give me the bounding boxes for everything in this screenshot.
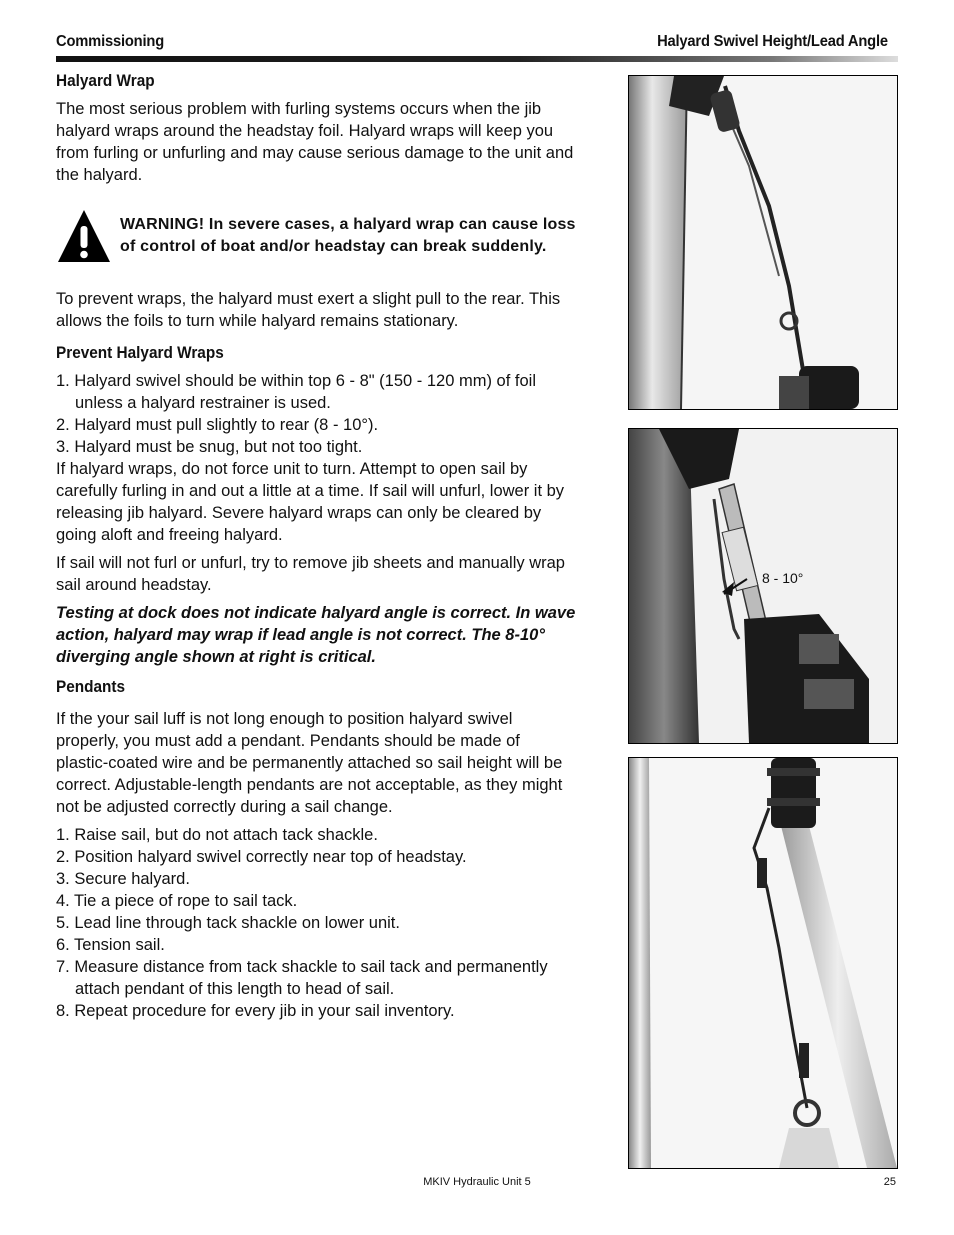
list-item: 2. Halyard must pull slightly to rear (8 - 10°). [56, 416, 379, 434]
list-item: 1. Halyard swivel should be within top 6 - 8" (150 - 120 mm) of foil unless a halyard restrainer is used. [56, 372, 536, 412]
warning-box [56, 214, 576, 264]
section-title: Commissioning [56, 33, 165, 50]
list-item: 5. Lead line through tack shackle on lower unit. [56, 914, 400, 932]
page-topic-title: Halyard Swivel Height/Lead Angle [657, 33, 888, 50]
photo-halyard-swivel-top [628, 75, 898, 410]
list-item: 2. Position halyard swivel correctly near top of headstay. [56, 848, 467, 866]
list-item: 7. Measure distance from tack shackle to sail tack and permanently attach pendant of this length to head of sail. [56, 958, 548, 998]
halyard-wrap-body: The most serious problem with furling systems occurs when the jib halyard wraps around the headstay foil. Halyard wraps will keep you from furling or unfurling and may cause serious damage to the unit and the halyard. [56, 100, 574, 184]
heading-halyard-wrap: Halyard Wrap [56, 72, 155, 90]
pendants-body: If the your sail luff is not long enough to position halyard swivel properly, you must add a pendant. Pendants should be made of plastic-coated wire and be permanently attached so sail height will be correct. Adjustable-length pendants are not acceptable, as they might not be adjusted correctly during a sail change. [56, 710, 563, 816]
pendant-steps-list [56, 824, 576, 1022]
photo-sail-head-pendant [628, 757, 898, 1169]
prevent-wraps-text: To prevent wraps, the halyard must exert a slight pull to the rear. This allows the foils to turn while halyard remains stationary. [56, 290, 561, 330]
warning-triangle-icon [56, 208, 112, 264]
page-number: 25 [883, 1176, 896, 1188]
photo-halyard-lead-angle [628, 428, 898, 744]
heading-pendants: Pendants [56, 678, 126, 696]
sail-stuck-text: If sail will not furl or unfurl, try to remove jib sheets and manually wrap sail around headstay. [56, 554, 565, 594]
halyard-wrap-remedy-text: If halyard wraps, do not force unit to turn. Attempt to open sail by carefully furling in and out a little at a time. If sail will unfurl, lower it by releasing jib halyard. Severe halyard wraps can only be cleared by going aloft and freeing halyard. [56, 460, 565, 544]
list-item: 3. Halyard must be snug, but not too tight. [56, 438, 363, 456]
list-item: 3. Secure halyard. [56, 870, 190, 888]
list-item: 6. Tension sail. [56, 936, 165, 954]
text-column [56, 70, 576, 1022]
footer-title: MKIV Hydraulic Unit 5 [423, 1176, 531, 1188]
list-item: 8. Repeat procedure for every jib in your sail inventory. [56, 1002, 455, 1020]
list-item: 1. Raise sail, but do not attach tack shackle. [56, 826, 378, 844]
heading-prevent-halyard-wraps: Prevent Halyard Wraps [56, 344, 224, 362]
angle-label: 8 - 10° [762, 570, 804, 586]
list-item: 4. Tie a piece of rope to sail tack. [56, 892, 298, 910]
prevent-list [56, 370, 576, 458]
header-rule [56, 56, 898, 62]
warning-text: WARNING! In severe cases, a halyard wrap can cause loss of control of boat and/or headstay can break suddenly. [120, 216, 576, 255]
dock-testing-note: Testing at dock does not indicate halyard angle is correct. In wave action, halyard may wrap if lead angle is not correct. The 8-10° diverging angle shown at right is critical. [56, 604, 576, 666]
